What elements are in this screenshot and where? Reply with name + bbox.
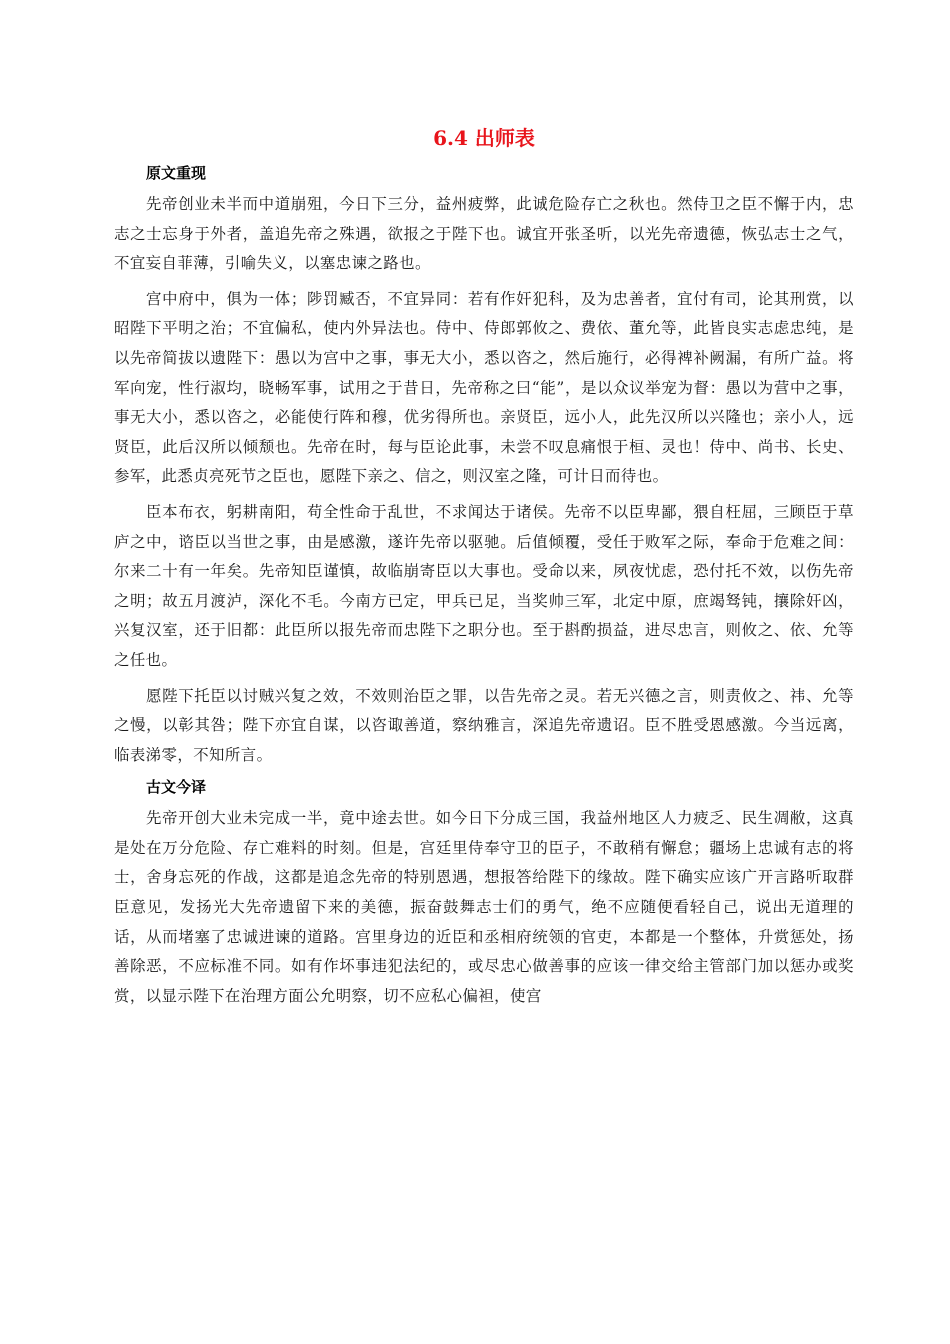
paragraph: 先帝开创大业未完成一半，竟中途去世。如今日下分成三国，我益州地区人力疲乏、民生凋敝，这真是处在万分危险、存亡难料的时刻。但是，宫廷里侍奉守卫的臣子，不敢稍有懈怠；疆场上忠诚有志的将士，舍身忘死的作战，这都是追念先帝的特别恩遇，想报答给陛下的缘故。陛下确实应该广开言路听取群臣意见，发扬光大先帝遗留下来的美德，振奋鼓舞志士们的勇气，绝不应随便看轻自己，说出无道理的话，从而堵塞了忠诚进谏的道路。宫里身边的近臣和丞相府统领的官吏，本都是一个整体，升赏惩处，扬善除恶，不应标准不同。如有作坏事违犯法纪的，或尽忠心做善事的应该一律交给主管部门加以惩办或奖赏，以显示陛下在治理方面公允明察，切不应私心偏袒，使宫 — [114, 809, 854, 1005]
paragraph: 臣本布衣，躬耕南阳，苟全性命于乱世，不求闻达于诸侯。先帝不以臣卑鄙，猥自枉屈，三顾臣于草庐之中，谘臣以当世之事，由是感激，遂许先帝以驱驰。后值倾覆，受任于败军之际，奉命于危难之间：尔来二十有一年矣。先帝知臣谨慎，故临崩寄臣以大事也。受命以来，夙夜忧虑，恐付托不效，以伤先帝之明；故五月渡泸，深化不毛。今南方已定，甲兵已足，当奖帅三军，北定中原，庶竭驽钝，攘除奸凶，兴复汉室，还于旧都：此臣所以报先帝而忠陛下之职分也。至于斟酌损益，进尽忠言，则攸之、依、允等之任也。 — [114, 502, 854, 669]
document-body — [114, 124, 854, 1017]
section-original-text — [114, 162, 854, 770]
paragraph: 先帝创业未半而中道崩殂，今日下三分，益州疲弊，此诚危险存亡之秋也。然侍卫之臣不懈于内，忠志之士忘身于外者，盖追先帝之殊遇，欲报之于陛下也。诚宜开张圣听，以光先帝遗德，恢弘志士之气，不宜妄自菲薄，引喻失义，以塞忠谏之路也。 — [114, 195, 854, 273]
section-heading: 古文今译 — [146, 778, 207, 797]
document-title: 6.4 出师表 — [433, 126, 535, 150]
paragraph: 宫中府中，俱为一体；陟罚臧否，不宜异同：若有作奸犯科，及为忠善者，宜付有司，论其刑赏，以昭陛下平明之治；不宜偏私，使内外异法也。侍中、侍郎郭攸之、费依、董允等，此皆良实志虑忠纯，是以先帝简拔以遗陛下：愚以为宫中之事，事无大小，悉以咨之，然后施行，必得裨补阙漏，有所广益。将军向宠，性行淑均，晓畅军事，试用之于昔日，先帝称之曰“能”，是以众议举宠为督：愚以为营中之事，事无大小，悉以咨之，必能使行阵和穆，优劣得所也。亲贤臣，远小人，此先汉所以兴隆也；亲小人，远贤臣，此后汉所以倾颓也。先帝在时，每与臣论此事，未尝不叹息痛恨于桓、灵也！侍中、尚书、长史、参军，此悉贞亮死节之臣也，愿陛下亲之、信之，则汉室之隆，可计日而待也。 — [114, 289, 854, 486]
section-modern-translation — [114, 776, 854, 1011]
section-heading: 原文重现 — [146, 164, 207, 182]
paragraph: 愿陛下托臣以讨贼兴复之效，不效则治臣之罪，以告先帝之灵。若无兴德之言，则责攸之、祎、允等之慢，以彰其咎；陛下亦宜自谋，以咨诹善道，察纳雅言，深追先帝遗诏。臣不胜受恩感激。今当远离，临表涕零，不知所言。 — [114, 686, 854, 764]
